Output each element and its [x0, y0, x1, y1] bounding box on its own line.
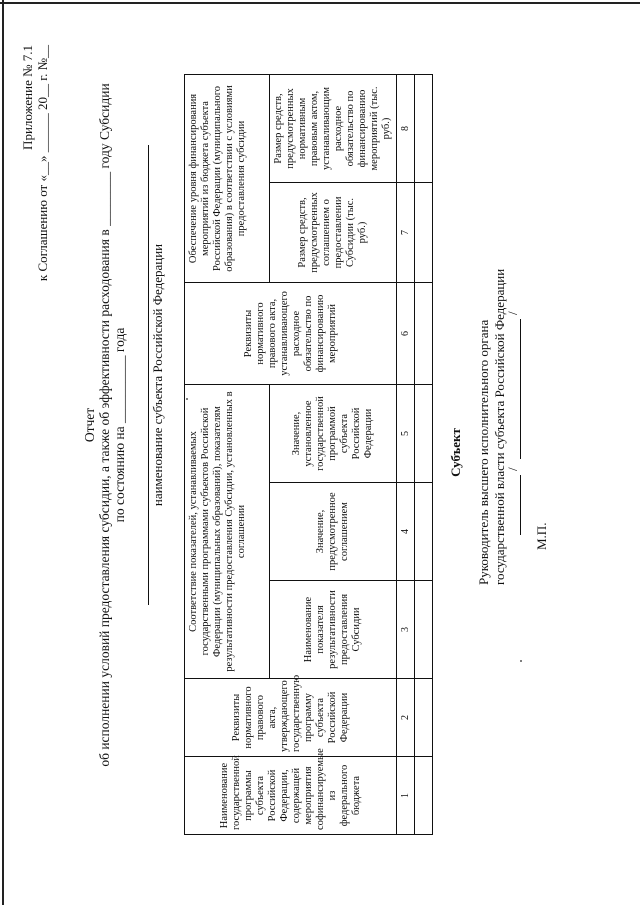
region-name-blank: [134, 145, 149, 605]
report-title: [82, 75, 127, 775]
table-cell: [415, 182, 433, 282]
col-header-act-funds: Размер средств, предусмотренных нормативным правовым актом, устанавливающим расходное обязательство по финансированию мероприятий (тыс. руб.): [270, 74, 397, 182]
group-header-funding: Обеспечение уровня финансирования мероприятий из бюджета субъекта Российской Федерации (муниципального образования) в соответствии с условиями предоставления субсидии: [185, 74, 270, 282]
appendix-agreement-ref: к Соглашению от «__» ______ 20__ г. №__: [35, 45, 50, 282]
signature-blank: [520, 475, 521, 535]
table-cell: [415, 581, 433, 679]
report-table: [184, 74, 433, 835]
column-number: 4: [397, 483, 415, 581]
column-number: 8: [397, 74, 415, 182]
col-header-agreement-value: Значение, предусмотренное соглашением: [270, 483, 397, 581]
col-header-program-act: Реквизиты нормативного правового акта, утверждающего государственную программу субъекта Российской Федерации: [185, 679, 397, 757]
table-cell: [415, 282, 433, 384]
signatory-title-line1: Руководитель высшего исполнительного органа: [476, 319, 491, 585]
table-row: [415, 74, 433, 834]
appendix-header: [20, 45, 50, 905]
column-number: 7: [397, 182, 415, 282]
column-number: 2: [397, 679, 415, 757]
signature-separator: /: [505, 311, 520, 315]
column-number: 1: [397, 757, 415, 835]
table-cell: [415, 74, 433, 182]
col-header-agreement-funds: Размер средств, предусмотренных соглашением о предоставлении Субсидии (тыс. руб.): [270, 182, 397, 282]
subject-label: Субъект: [448, 428, 463, 477]
table-cell: [415, 483, 433, 581]
signature-name-blank: [520, 319, 521, 459]
table-cell: [415, 384, 433, 482]
table-cell: [415, 757, 433, 835]
table-cell: [415, 679, 433, 757]
appendix-number: Приложение № 7.1: [20, 45, 35, 150]
column-number: 6: [397, 282, 415, 384]
column-number: 3: [397, 581, 415, 679]
column-number: 5: [397, 384, 415, 482]
col-header-program-value: Значение, установленное государственной программой субъекта Российской Федерации: [270, 384, 397, 482]
col-header-indicator-name: Наименование показателя результативности предоставления Субсидии: [270, 581, 397, 679]
col-header-program-name: Наименование государственной программы субъекта Российской Федерации, содержащей мероприятия софинансируемые из федерального бюджета: [185, 757, 397, 835]
group-header-indicators: Соответствие показателей, устанавливаемых государственными программами субъектов Российской Федерации (муниципальных образований), показателям результативности предоставления Субсидии, установленных в соглашении: [185, 384, 270, 678]
signature-block: [476, 0, 508, 585]
title-subject: об исполнении условий предоставления субсидии, а также об эффективности расходования в ________ году Субсидии: [97, 83, 112, 767]
title-word: Отчет: [82, 407, 97, 443]
col-header-expense-act: Реквизиты нормативного правового акта, устанавливающего расходное обязательство по финансированию мероприятий: [185, 282, 397, 384]
region-name-caption: наименование субъекта Российской Федерации: [150, 243, 165, 507]
signature-separator: /: [505, 467, 520, 471]
stamp-place: М.П.: [534, 522, 549, 550]
column-number-row: [397, 74, 415, 834]
signatory-title-line2: государственной власти субъекта Российской Федерации: [492, 268, 507, 585]
title-as-of: по состоянию на __________ года: [112, 327, 127, 523]
